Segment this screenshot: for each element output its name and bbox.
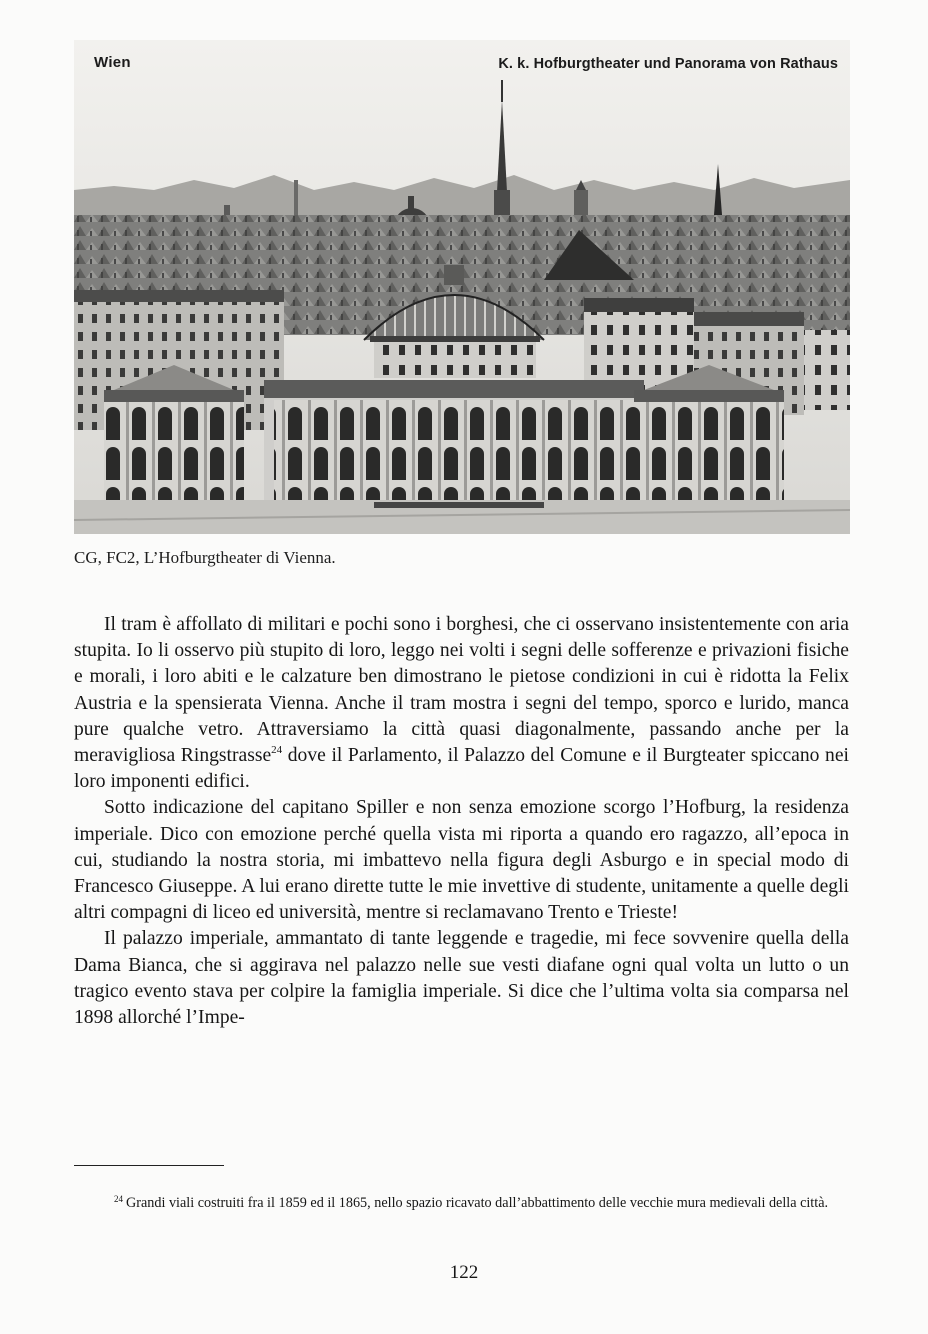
postcard-city-label: Wien <box>94 54 131 71</box>
footnote-number: 24 <box>114 1194 123 1204</box>
body-text <box>74 612 849 1031</box>
footnote-reference[interactable]: 24 <box>271 744 283 757</box>
paragraph-2: Sotto indicazione del capitano Spiller e non senza emozione scorgo l’Hofburg, la residenza imperiale. Dico con emozione perché quella vista mi riporta a quando ero ragazzo, all’epoca in cui, studiando la nostra storia, mi imbattevo nella figura degli Asburgo e in special modo di Francesco Giuseppe. A lui erano dirette tutte le mie invettive di studente, unitamente a quelle degli altri compagni di liceo ed università, mentre si reclamavano Trento e Trieste! <box>74 797 849 924</box>
postcard-header <box>74 48 850 78</box>
paragraph-1-text-end: dove il Parlamento, il Palazzo del Comune e il Burgteater spiccano nei loro imponenti edifici. <box>74 745 849 793</box>
hofburgtheater-panorama-image <box>74 40 850 534</box>
paragraph-3: Il palazzo imperiale, ammantato di tante leggende e tragedie, mi fece sovvenire quella della Dama Bianca, che si aggirava nel palazzo nelle sue vesti diafane ogni qual volta un lutto o un tragico evento stava per colpire la famiglia imperiale. Si dice che l’ultima volta sia comparsa nel 1898 allorché l’Impe- <box>74 928 849 1029</box>
footnote-divider <box>74 1165 224 1166</box>
postcard-photo <box>74 40 850 534</box>
paragraph-1 <box>74 612 849 795</box>
figure-caption: CG, FC2, L’Hofburgtheater di Vienna. <box>74 548 336 567</box>
footnote-text: Grandi viali costruiti fra il 1859 ed il 1865, nello spazio ricavato dall’abbattimento delle vecchie mura medievali della città. <box>126 1195 829 1211</box>
postcard-title-label: K. k. Hofburgtheater und Panorama von Rathaus <box>498 56 838 72</box>
page-number: 122 <box>449 1262 479 1283</box>
footnote <box>74 1190 849 1212</box>
paragraph-1-text: Il tram è affollato di militari e pochi sono i borghesi, che ci osservano insistentemente con aria stupita. Io li osservo più stupito di loro, leggo nei volti i segni delle sofferenze e privazioni fisiche e morali, i loro abiti e le calzature ben dimostrano le pietose condizioni in cui è ridotta la Felix Austria e la spensierata Vienna. Anche il tram mostra i segni del tempo, sporco e lurido, manca pure qualche vetro. Attraversiamo la città quasi diagonalmente, passando anche per la meravigliosa Ringstrasse <box>74 614 849 767</box>
